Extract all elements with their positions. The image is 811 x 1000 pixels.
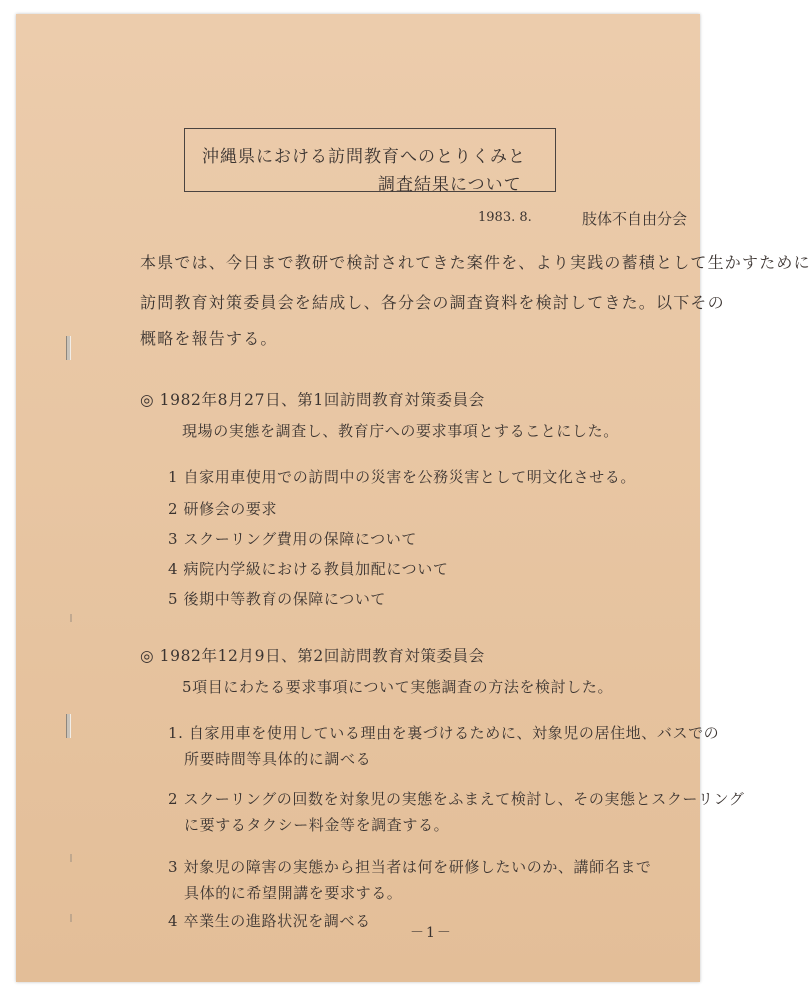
intro-line-2: 訪問教育対策委員会を結成し、各分会の調査資料を検討してきた。以下その: [140, 293, 725, 312]
section-1-item: 1 自家用車使用での訪問中の災害を公務災害として明文化させる。: [168, 468, 636, 486]
binding-hole-mark: [70, 854, 72, 862]
binding-hole-mark: [70, 614, 72, 622]
section-1-summary: 現場の実態を調査し、教育庁への要求事項とすることにした。: [182, 422, 619, 440]
section-1-item: 2 研修会の要求: [168, 500, 278, 518]
intro-line-1: 本県では、今日まで教研で検討されてきた案件を、より実践の蓄積として生かすために: [140, 253, 811, 272]
section-2-item: 2 スクーリングの回数を対象児の実態をふまえて検討し、その実態とスクーリング: [168, 790, 745, 808]
title-line-1: 沖縄県における訪問教育へのとりくみと: [202, 147, 526, 167]
page-number: －1－: [410, 925, 453, 941]
author-group: 肢体不自由分会: [582, 210, 688, 228]
section-1-heading: ◎ 1982年8月27日、第1回訪問教育対策委員会: [140, 391, 485, 409]
section-2-item-continued: 所要時間等具体的に調べる: [184, 750, 372, 768]
section-2-item: 4 卒業生の進路状況を調べる: [168, 912, 371, 930]
section-1-item: 5 後期中等教育の保障について: [168, 590, 387, 608]
section-1-item: 4 病院内学級における教員加配について: [168, 560, 449, 578]
binding-hole-mark: [70, 914, 72, 922]
section-2-item: 3 対象児の障害の実態から担当者は何を研修したいのか、講師名まで: [168, 858, 652, 876]
intro-line-3: 概略を報告する。: [140, 329, 278, 348]
title-line-2: 調査結果について: [378, 175, 522, 195]
section-2-summary: 5項目にわたる要求事項について実態調査の方法を検討した。: [182, 678, 614, 696]
staple-mark: [66, 336, 71, 360]
section-2-item-continued: に要するタクシー料金等を調査する。: [184, 816, 450, 834]
document-date: 1983. 8.: [478, 210, 532, 225]
document-page: [16, 14, 811, 982]
staple-mark: [66, 714, 71, 738]
section-2-item: 1. 自家用車を使用している理由を裏づけるために、対象児の居住地、バスでの: [168, 724, 720, 742]
section-2-heading: ◎ 1982年12月9日、第2回訪問教育対策委員会: [140, 647, 485, 665]
section-1-item: 3 スクーリング費用の保障について: [168, 530, 417, 548]
section-2-item-continued: 具体的に希望開講を要求する。: [184, 884, 403, 902]
